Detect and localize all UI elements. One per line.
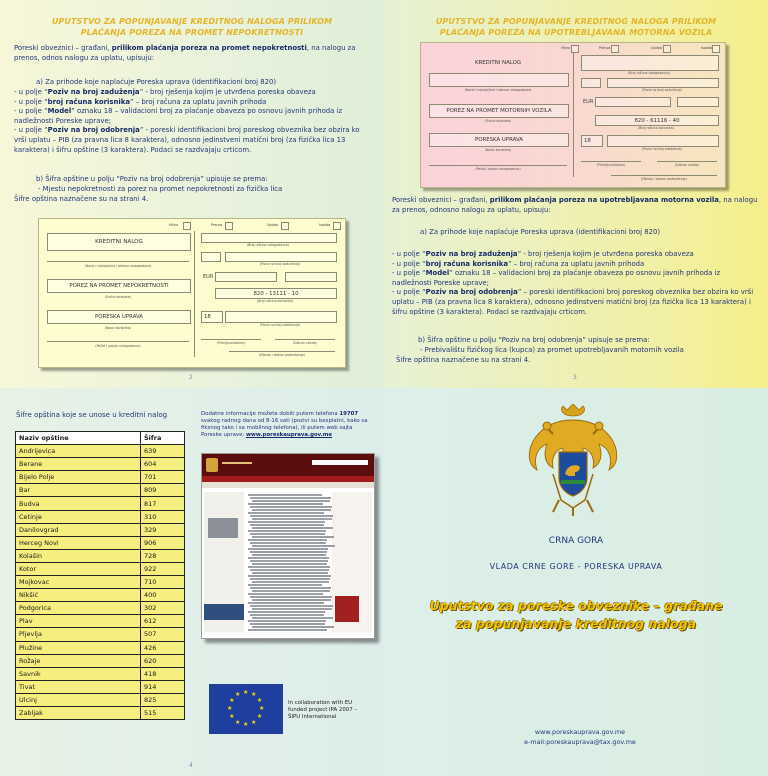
text-line <box>252 581 329 583</box>
text-line <box>248 611 325 613</box>
municipality-code: 906 <box>141 536 185 549</box>
text-line <box>252 617 333 619</box>
deposit-checkbox <box>663 45 671 53</box>
municipality-name: Savnik <box>16 667 141 680</box>
municipality-name: Kolašin <box>16 549 141 562</box>
page-number: 3 <box>573 374 577 381</box>
municipality-name: Pljevlja <box>16 628 141 641</box>
page-2-intro: Poreski obveznici – građani, prilikom plaćanja poreza na promet nepokretnosti, na nalogu za prenos, odnos nalogu za uplatu, upisuju: <box>14 44 356 62</box>
text-line <box>250 560 328 562</box>
credit-reference-field <box>225 311 337 323</box>
cover-title-line-1: Uputstvo za poreske obveznike – građane <box>429 598 723 613</box>
municipality-code: 701 <box>141 471 185 484</box>
text-line <box>250 596 332 598</box>
eu-star-icon: ★ <box>251 691 257 699</box>
text-line <box>250 578 330 580</box>
text-line <box>248 521 325 523</box>
slip-currency: EUR <box>583 99 594 105</box>
text-line <box>250 524 324 526</box>
municipality-name: Budva <box>16 497 141 510</box>
table-row <box>16 536 185 549</box>
amount-words-field <box>677 97 719 107</box>
municipality-name: Zabljak <box>16 706 141 719</box>
text-line <box>248 629 327 631</box>
payer-account-field <box>581 55 719 71</box>
montenegro-coat-of-arms-icon <box>523 404 623 516</box>
eu-star-icon: ★ <box>251 718 257 726</box>
table-row <box>16 628 185 641</box>
table-row <box>16 497 185 510</box>
text-line <box>252 608 332 610</box>
municipality-code: 639 <box>141 445 185 458</box>
page-3-item-b3: Šifre opština naznačene su na strani 4. <box>396 356 531 364</box>
text-line <box>248 530 326 532</box>
eu-star-icon: ★ <box>235 718 241 726</box>
page-number: 4 <box>189 762 193 769</box>
eu-star-icon: ★ <box>243 689 249 696</box>
slip-title: KREDITNI NALOG <box>47 233 191 251</box>
municipality-name: Berane <box>16 458 141 471</box>
text-line <box>250 551 327 553</box>
text-line <box>250 614 324 616</box>
municipality-name: Ulcinj <box>16 693 141 706</box>
text-line <box>248 593 323 595</box>
list-item: - u polje “Poziv na broj odobrenja” – poreski identifikacioni broj poreskog obveznika bez obzira ko vrši uplatu – PIB (za pravna lica 8 karaktera), odnosno jedinstveni matični broj (za fizička lica 13 karaktera) i šifru opštine (3 karaktera). Podaci se razdvajaju crticom. <box>392 288 754 316</box>
payout-checkbox <box>712 45 720 53</box>
list-item: - u polje “Model” oznaku 18 – validacioni broj za plaćanje obaveza po osnovu javnih prihoda iz nadležnosti Poreske uprave; <box>14 107 343 125</box>
page-2-heading: UPUTSTVO ZA POPUNJAVANJE KREDITNOG NALOGA PRILIKOM PLAĆANJA POREZA NA PROMET NEPOKRETNOSTI <box>51 17 333 37</box>
text-line <box>248 503 323 505</box>
text-line <box>252 518 332 520</box>
list-item: - u polje “broj računa korisnika” – broj računa za uplatu javnih prihoda <box>392 259 645 268</box>
table-row <box>16 641 185 654</box>
text-line <box>252 500 330 502</box>
page-2-item-b2: - Mjestu nepokretnosti za porez na promet nepokretnosti za fizička lica <box>38 185 283 193</box>
debit-reference-field <box>607 78 719 88</box>
municipality-code: 620 <box>141 654 185 667</box>
text-line <box>248 620 326 622</box>
slip-purpose: POREZ NA PROMET MOTORNIH VOZILA <box>429 104 569 118</box>
text-line <box>250 506 332 508</box>
eu-star-icon: ★ <box>243 721 249 728</box>
municipality-code: 604 <box>141 458 185 471</box>
municipality-name: Danilovgrad <box>16 523 141 536</box>
text-line <box>252 590 330 592</box>
page-2-item-b: b) Šifra opštine u polju “Poziv na broj odobrenja” upisuje se prema: <box>36 175 268 183</box>
col-header-name: Naziv opštine <box>16 432 141 445</box>
page-2-panel <box>0 0 384 388</box>
municipality-name: Mojkovac <box>16 576 141 589</box>
municipality-code: 612 <box>141 615 185 628</box>
amount-field <box>595 97 671 107</box>
municipality-name: Kotor <box>16 562 141 575</box>
page-3-intro: Poreski obveznici – građani, prilikom plaćanja poreza na upotrebljavana motorna vozila, na nalogu za prenos, odnosno nalogu za uplatu, upisuju: <box>392 196 758 214</box>
municipality-name: Tivat <box>16 680 141 693</box>
text-line <box>252 554 326 556</box>
eu-star-icon: ★ <box>229 697 235 704</box>
municipality-name: Cetinje <box>16 510 141 523</box>
municipality-code: 310 <box>141 510 185 523</box>
municipality-name: Andrijevica <box>16 445 141 458</box>
text-line <box>250 605 333 607</box>
slip-purpose: POREZ NA PROMET NEPOKRETNOSTI <box>47 279 191 293</box>
municipality-name: Nikšić <box>16 589 141 602</box>
page-3-heading: UPUTSTVO ZA POPUNJAVANJE KREDITNOG NALOGA PRILIKOM PLAĆANJA POREZA NA UPOTREBLJAVANA MOTORNA VOZILA <box>435 17 717 37</box>
website-screenshot <box>201 453 375 639</box>
amount-field <box>215 272 277 282</box>
municipality-codes-table <box>15 431 185 720</box>
slip-account: 820 - 61116 - 40 <box>595 115 719 126</box>
transfer-checkbox <box>225 222 233 230</box>
text-line <box>248 575 331 577</box>
text-line <box>250 497 331 499</box>
table-row <box>16 615 185 628</box>
list-item: - u polje “Poziv na broj odobrenja” - poreski identifikacioni broj poreskog obveznika bez obzira ko vrši uplatu – PIB (za pravna lica 8 karaktera), odnosno jedinstveni matični broj (za fizička lica 13 karaktera) i šifru opštine (3 karaktera). Podaci se razdvajaju crticom. <box>14 126 360 154</box>
municipality-code: 922 <box>141 562 185 575</box>
eu-collaboration-text: In collaboration with EU funded project IPA 2007 – ŠIPU International <box>288 700 358 720</box>
table-row <box>16 576 185 589</box>
page-number: 2 <box>189 374 193 381</box>
payment-slip-image: Hitno Prenos Uplata Isplata KREDITNI NALOG (Naziv i mjesto/ime i adresa nalogodavca) POREZ NA PROMET MOTORNIH VOZILA (Svrha doznake) PORESKA UPRAVA (Naziv korisnika) (Pečat i potpis nalogodavca) (Broj računa nalogodavca) (Poziv na broj zaduženja) EUR 820 - 61116 - 40 (Broj računa korisnika) 18 (Poziv na broj odobrenja) (Primljeno/datum) (Datum valute) (Mjesto i datum podnošenja) <box>420 42 726 188</box>
deposit-checkbox <box>281 222 289 230</box>
eu-star-icon: ★ <box>235 691 241 699</box>
slip-account: 820 - 13111 - 10 <box>215 288 337 299</box>
text-line <box>250 542 326 544</box>
table-caption: Šifre opština koje se unose u kreditni nalog <box>16 411 168 419</box>
text-line <box>250 515 333 517</box>
text-line <box>250 533 325 535</box>
municipality-code: 418 <box>141 667 185 680</box>
eu-star-icon: ★ <box>259 705 265 712</box>
table-row <box>16 458 185 471</box>
list-item: - u polje “Model” oznaku 18 – validacioni broj za plaćanje obaveza po osnovu javnih prihoda iz nadležnosti Poreske uprave; <box>392 269 721 287</box>
page-2-item-a: a) Za prihode koje naplaćuje Poreska uprava (identifikacioni broj 820) <box>36 78 277 86</box>
municipality-code: 515 <box>141 706 185 719</box>
emblem-icon <box>206 458 218 472</box>
text-line <box>248 566 330 568</box>
list-item: - u polje “broj računa korisnika” – broj računa za uplatu javnih prihoda <box>14 97 267 106</box>
website-link[interactable]: www.poreskauprava.gov.me <box>245 432 333 438</box>
municipality-code: 507 <box>141 628 185 641</box>
municipality-name: Rožaje <box>16 654 141 667</box>
text-line <box>250 587 331 589</box>
cover-website-link[interactable]: www.poreskauprava.gov.me <box>534 728 626 736</box>
text-line <box>252 536 334 538</box>
list-item: - u polje “Poziv na broj zaduženja” - broj rješenja kojim je utvrđena poreska obaveza <box>14 88 316 96</box>
list-item: - u polje “Poziv na broj zaduženja” - broj rješenja kojim je utvrđena poreska obaveza <box>392 250 694 258</box>
text-line <box>250 569 329 571</box>
eu-star-icon: ★ <box>227 705 233 712</box>
text-line <box>250 623 325 625</box>
table-row <box>16 654 185 667</box>
page-3-item-a: a) Za prihode koje naplaćuje Poreska uprava (identifikacioni broj 820) <box>420 228 661 236</box>
page-3-item-b: b) Šifra opštine u polju “Poziv na broj odobrenja” upisuje se prema: <box>418 336 650 344</box>
municipality-code: 914 <box>141 680 185 693</box>
debit-reference-field <box>225 252 337 262</box>
table-row <box>16 471 185 484</box>
eu-flag-icon <box>209 684 283 734</box>
page-3-list <box>392 250 758 317</box>
municipality-code: 329 <box>141 523 185 536</box>
municipality-code: 302 <box>141 602 185 615</box>
municipality-code: 400 <box>141 589 185 602</box>
col-header-code: Šifra <box>141 432 185 445</box>
news-photo <box>208 518 238 538</box>
eu-star-icon: ★ <box>256 697 263 704</box>
credit-reference-field <box>607 135 719 147</box>
table-row <box>16 706 185 719</box>
text-line <box>252 545 335 547</box>
municipality-code: 809 <box>141 484 185 497</box>
urgent-checkbox <box>571 45 579 53</box>
text-line <box>252 563 327 565</box>
page-2-item-b3: Šifre opština naznačene su na strani 4. <box>14 195 149 203</box>
municipality-code: 817 <box>141 497 185 510</box>
table-row <box>16 693 185 706</box>
text-line <box>248 512 324 514</box>
text-line <box>252 527 333 529</box>
payer-account-field <box>201 233 337 243</box>
payer-name-field <box>429 73 569 87</box>
table-row <box>16 484 185 497</box>
transfer-checkbox <box>611 45 619 53</box>
cover-email-link[interactable]: e-mail:poreskauprava@tax.gov.me <box>524 738 636 746</box>
table-row <box>16 510 185 523</box>
table-row <box>16 562 185 575</box>
text-line <box>252 626 334 628</box>
table-row <box>16 680 185 693</box>
table-row <box>16 602 185 615</box>
page-2-list <box>14 88 370 155</box>
municipality-name: Bijelo Polje <box>16 471 141 484</box>
eu-star-icon: ★ <box>229 713 235 720</box>
country-name: CRNA GORA <box>548 536 604 546</box>
authority-name: VLADA CRNE GORE - PORESKA UPRAVA <box>489 562 663 571</box>
amount-words-field <box>285 272 337 282</box>
slip-title: KREDITNI NALOG <box>474 60 521 66</box>
contact-info: Dodatne informacije možete dobiti putem telefona 19707 svakog radnog dana od 8-16 sati (pozivi su besplatni, kako sa fiksnog tako i sa mobilnog telefona), ili putem web sajta Poreske uprave: www.poreskauprava.gov.me <box>201 411 368 438</box>
municipality-code: 825 <box>141 693 185 706</box>
text-line <box>248 584 322 586</box>
model-field-empty <box>201 252 221 262</box>
cover-title-line-2: za popunjavanje kreditnog naloga <box>455 616 697 631</box>
table-row <box>16 523 185 536</box>
text-line <box>248 494 322 496</box>
municipality-name: Podgorica <box>16 602 141 615</box>
slip-model: 18 <box>581 135 603 147</box>
table-header-row <box>16 432 185 445</box>
table-row <box>16 445 185 458</box>
banner <box>335 596 359 622</box>
page-3-panel <box>384 0 768 388</box>
slip-recipient: PORESKA UPRAVA <box>47 310 191 324</box>
slip-recipient: PORESKA UPRAVA <box>429 133 569 147</box>
urgent-checkbox <box>183 222 191 230</box>
text-line <box>248 557 329 559</box>
text-line <box>248 602 324 604</box>
text-line <box>252 509 331 511</box>
page-3-item-b2: - Prebivalištu fizičkog lica (kupca) za promet upotrebljavanih motornih vozila <box>420 346 684 354</box>
municipality-name: Plužine <box>16 641 141 654</box>
municipality-code: 426 <box>141 641 185 654</box>
table-row <box>16 667 185 680</box>
text-line <box>248 548 328 550</box>
municipality-code: 710 <box>141 576 185 589</box>
payment-slip-image: Hitno Prenos Uplata Isplata KREDITNI NALOG (Naziv i mjesto/ime i adresa nalogodavca) POREZ NA PROMET NEPOKRETNOSTI (Svrha doznake) PORESKA UPRAVA (Naziv korisnika) (Pečat i potpis nalogodavca) (Broj računa nalogodavca) (Poziv na broj zaduženja) EUR 820 - 13111 - 10 (Broj računa korisnika) 18 (Poziv na broj odobrenja) (Primljeno/datum) (Datum valute) (Mjesto i datum podnošenja) <box>38 218 346 368</box>
municipality-name: Plav <box>16 615 141 628</box>
text-line <box>248 539 327 541</box>
municipality-code: 728 <box>141 549 185 562</box>
municipality-name: Bar <box>16 484 141 497</box>
municipality-name: Herceg Novi <box>16 536 141 549</box>
slip-model: 18 <box>201 311 223 323</box>
slip-currency: EUR <box>203 274 214 280</box>
eu-star-icon: ★ <box>256 713 263 720</box>
text-line <box>252 599 331 601</box>
table-row <box>16 589 185 602</box>
model-field-empty <box>581 78 601 88</box>
text-line <box>252 572 328 574</box>
table-row <box>16 549 185 562</box>
payout-checkbox <box>333 222 341 230</box>
